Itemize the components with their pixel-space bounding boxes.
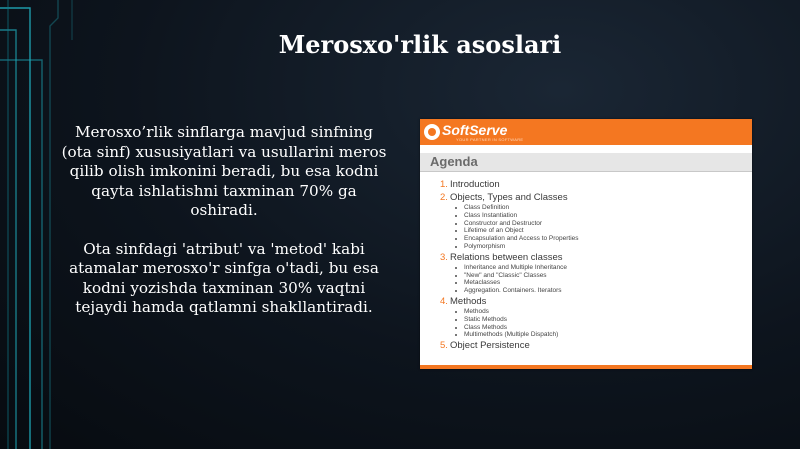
agenda-item-number: 1.	[440, 179, 448, 190]
agenda-item-number: 3.	[440, 251, 448, 263]
agenda-subitem: Inheritance and Multiple Inheritance	[440, 264, 752, 272]
agenda-subitem: Polymorphism	[440, 243, 752, 251]
agenda-subitem: Class Instantiation	[440, 212, 752, 220]
agenda-subitem: Class Definition	[440, 204, 752, 212]
agenda-item-label: Object Persistence	[450, 340, 530, 352]
agenda-subitem: Lifetime of an Object	[440, 227, 752, 235]
paragraph-1: Merosxo’rlik sinflarga mavjud sinfning (ota sinf) xususiyatlari va usullarini meros qilib olish imkonini beradi, bu esa kodni qayta ishlatishni taxminan 70% ga oshiradi.	[61, 123, 387, 219]
agenda-item	[440, 179, 752, 191]
agenda-item-label: Methods	[450, 295, 487, 307]
brand-name: SoftServe	[442, 122, 508, 138]
agenda-heading: Agenda	[420, 153, 752, 172]
agenda-item-number: 2.	[440, 192, 448, 203]
agenda-item-label: Relations between classes	[450, 251, 563, 263]
brand-tagline: YOUR PARTNER IN SOFTWARE	[456, 137, 524, 142]
agenda-item	[440, 340, 752, 352]
agenda-item-label: Introduction	[450, 179, 500, 190]
agenda-item-number: 5.	[440, 340, 448, 352]
paragraph-2: Ota sinfdagi 'atribut' va 'metod' kabi atamalar merosxo'r sinfga o'tadi, bu esa kodni yozishda taxminan 30% vaqtni tejaydi hamda qatlamni shakllantiradi.	[69, 239, 379, 316]
agenda-list	[420, 172, 752, 352]
agenda-item-label: Objects, Types and Classes	[450, 192, 568, 203]
slide-bottom-bar	[420, 365, 752, 369]
agenda-subitem: Aggregation. Containers. Iterators	[440, 287, 752, 295]
agenda-subitem: Metaclasses	[440, 279, 752, 287]
agenda-item	[440, 192, 752, 204]
agenda-subitem: Methods	[440, 308, 752, 316]
agenda-item-number: 4.	[440, 295, 448, 307]
slide-header-bar	[420, 119, 752, 145]
slide-title: Merosxo'rlik asoslari	[278, 30, 562, 59]
agenda-item	[440, 296, 752, 308]
agenda-subitem: Class Methods	[440, 324, 752, 332]
embedded-slide-image	[420, 119, 752, 369]
agenda-subitem: Static Methods	[440, 316, 752, 324]
softserve-logo-icon	[424, 124, 440, 140]
agenda-subitem: Multimethods (Multiple Dispatch)	[440, 331, 752, 339]
agenda-subitem: Encapsulation and Access to Properties	[440, 235, 752, 243]
agenda-subitem: "New" and "Classic" Classes	[440, 272, 752, 280]
agenda-subitem: Constructor and Destructor	[440, 220, 752, 228]
agenda-item	[440, 252, 752, 264]
slide-body	[58, 123, 390, 337]
